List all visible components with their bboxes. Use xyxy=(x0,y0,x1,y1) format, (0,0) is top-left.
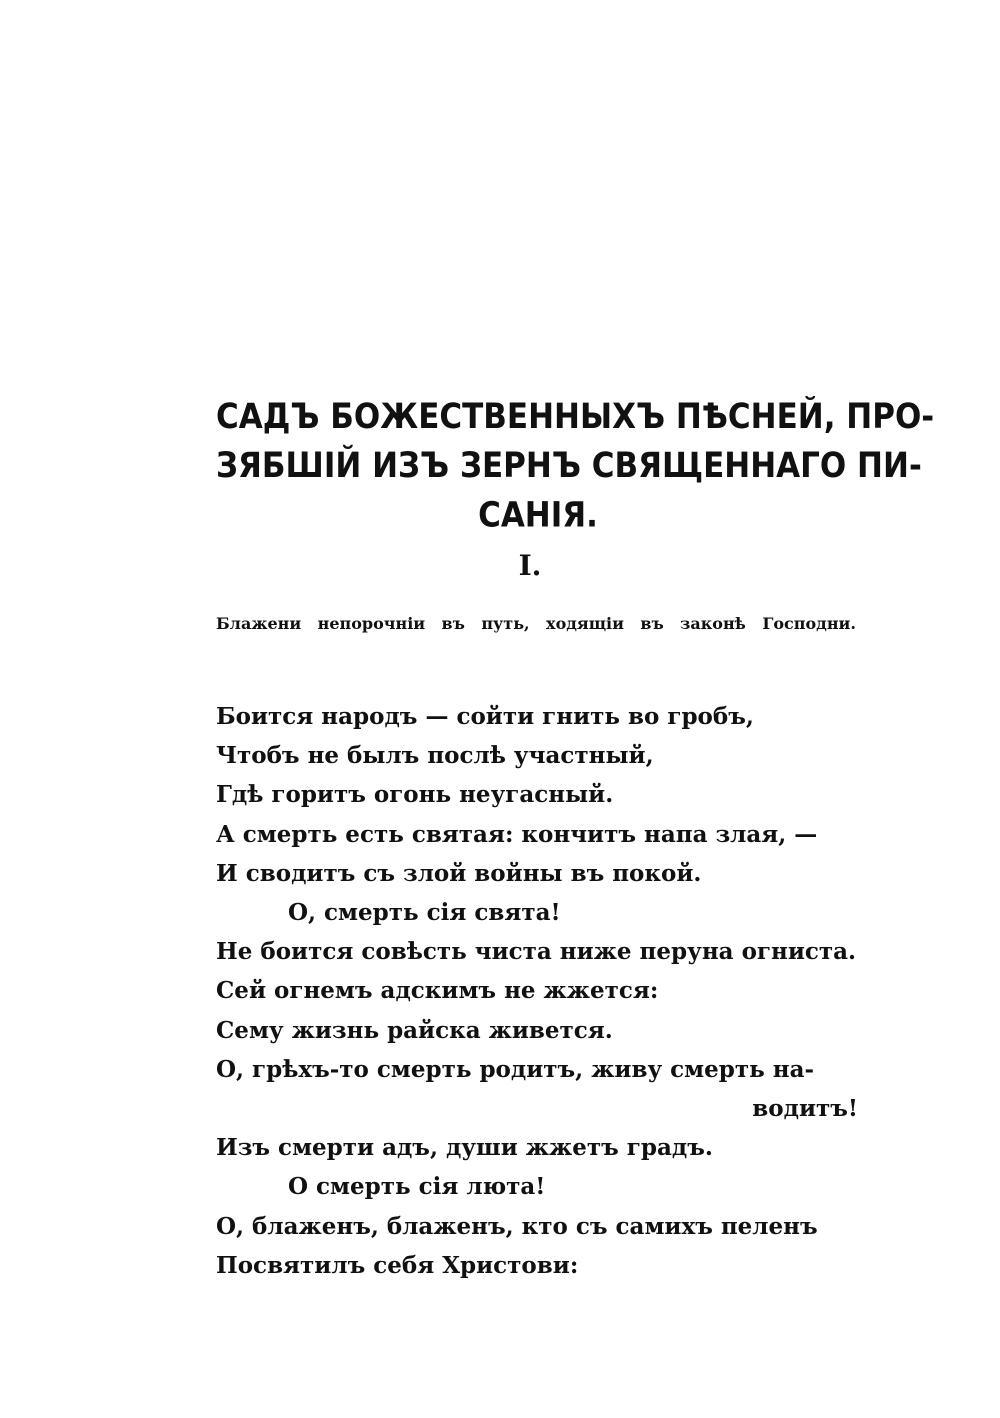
verse-line: Сему жизнь райска живется. xyxy=(216,1016,613,1044)
verse-refrain-line: О, смерть сія свята! xyxy=(288,899,561,927)
verse-line: И сводитъ съ злой войны въ покой. xyxy=(216,859,702,887)
verse-line: Не боится совѣсть чиста ниже перуна огниста. xyxy=(216,938,857,966)
verse-line: О, блаженъ, блаженъ, кто съ самихъ пеленъ xyxy=(216,1212,818,1240)
verse-line: А смерть есть святая: кончитъ напа злая, — xyxy=(216,820,818,848)
title-line-3: САНІЯ. xyxy=(478,495,598,536)
epigraph: Блажени непорочніи въ путь, ходящіи въ законѣ Господни. xyxy=(216,614,856,633)
verse-line: Чтобъ не былъ послѣ участный, xyxy=(216,742,654,770)
verse-line: Посвятилъ себя Христови: xyxy=(216,1251,579,1279)
verse-refrain-line: О смерть сія люта! xyxy=(288,1173,546,1201)
verse-line: Изъ смерти адъ, души жжетъ градъ. xyxy=(216,1134,713,1162)
verse-line: Боится народъ — сойти гнить во гробъ, xyxy=(216,703,754,730)
poem-verse xyxy=(216,697,858,1285)
verse-line-continuation: водитъ! xyxy=(752,1095,858,1123)
verse-line: Гдѣ горитъ огонь неугасный. xyxy=(216,781,614,809)
title-line-1: САДЪ БОЖЕСТВЕННЫХЪ ПѢСНЕЙ, ПРО- xyxy=(216,396,935,437)
poem-collection-title xyxy=(216,392,935,540)
verse-line: Сей огнемъ адскимъ не жжется: xyxy=(216,977,659,1005)
section-numeral: I. xyxy=(518,549,542,582)
verse-line: О, грѣхъ-то смерть родитъ, живу смерть на- xyxy=(216,1055,815,1083)
title-line-2: ЗЯБШІЙ ИЗЪ ЗЕРНЪ СВЯЩЕННАГО ПИ- xyxy=(216,445,922,487)
